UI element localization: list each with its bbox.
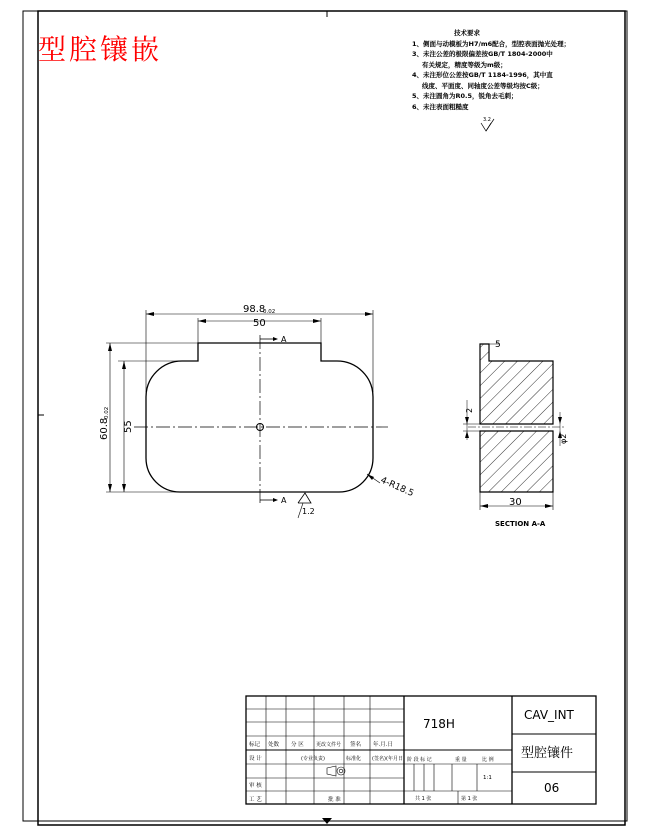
section-arrowhead-top [273,337,278,341]
dim-inner-text: 55 [123,420,134,433]
dim-dia-text: φ2 [559,433,568,444]
dim-slot-text: 50 [253,318,266,329]
dim-arrow [122,361,126,369]
tb-hdr-date: 年.月.日 [373,742,393,748]
technical-requirements [412,28,570,112]
dim-height-tol: 0.02 [104,406,110,419]
tb-std: 标准化 [346,756,362,762]
roughness-text: 1.2 [302,507,315,516]
weight-label: 重 量 [455,757,467,763]
tb-approve: 批 准 [328,797,341,803]
dim-arrow [558,417,562,424]
section-upper [480,344,553,424]
section-view [463,340,568,528]
projection-symbol-inner [339,769,343,773]
note-line: 6、未注表面粗糙度 [412,102,469,111]
part-name-text: 型腔镶件 [521,746,574,761]
dim-arrow [365,312,373,316]
dim-arrow [545,504,553,508]
projection-symbol-cone [327,766,336,776]
tb-hdr-count: 处数 [268,742,280,748]
note-line: 线度、平面度、同轴度公差等级均按C级； [422,81,544,90]
front-view [99,304,415,518]
dim-arrow [122,484,126,492]
stage-label: 阶 段 标 记 [407,757,432,763]
note-line: 5、未注圆角为R0.5，锐角去毛刺； [412,92,518,100]
tb-check: 审 核 [249,783,262,789]
dim-thk-text: 30 [509,497,522,508]
scale-value: 1:1 [483,775,492,781]
section-mark-bottom: A [281,496,287,505]
material-text: 718H [423,717,455,731]
dim-arrow [480,504,488,508]
roughness-symbol [298,493,311,503]
tb-design: 设 计 [249,756,262,762]
dim-width-text: 98.8 [243,304,266,315]
dim-top-step-text: 5 [495,340,501,350]
tb-hdr-sign: 签名 [350,742,362,748]
section-mark-top: A [281,335,287,344]
sheet-no: 第 1 张 [461,796,478,802]
dim-arrow [313,319,321,323]
tb-hdr-mark: 标记 [249,742,261,748]
tb-hdr-change: 更改文件号 [316,742,342,748]
part-no-text: 06 [544,781,560,795]
tb-date: (年月日) [386,756,405,762]
code-text: CAV_INT [524,708,574,722]
tb-sign: (签名) [372,756,386,762]
tb-process: 工 艺 [249,797,262,803]
dim-radius-text: 4-R18.5 [378,475,416,500]
note-line: 有关规定，精度等级为m级； [422,60,507,69]
scale-label: 比 例 [482,757,494,763]
note-line: 3、未注公差的极限偏差按GB/T 1804-2000中 [412,50,553,58]
note-line: 4、未注形位公差按GB/T 1184-1996，其中直 [412,71,553,79]
dim-hole-text: 2 [465,407,474,413]
dim-width-tol: 0.02 [263,309,276,315]
dim-arrow [198,319,206,323]
notes-heading: 技术要求 [454,29,480,37]
page-title: 型腔镶嵌 [38,33,163,66]
tb-lead: (专业负责) [301,756,325,762]
sheet-total: 共 1 张 [415,796,432,802]
part-outline [146,343,373,492]
note-line: 1、侧面与动模板为H7/m6配合，型腔表面抛光处理； [412,39,571,48]
notes-roughness-text: 3.2 [483,117,491,123]
section-label: SECTION A-A [495,520,546,528]
dim-arrow [146,312,154,316]
tb-hdr-zone: 分 区 [291,742,304,748]
dim-height-text: 60.8 [99,417,110,440]
dim-arrow [465,417,469,424]
dim-arrow [465,431,469,438]
dim-arrow [108,484,112,492]
dim-arrow [108,343,112,351]
notes-roughness-symbol [481,123,491,131]
section-lower [480,431,553,492]
section-arrowhead-bottom [273,498,278,502]
